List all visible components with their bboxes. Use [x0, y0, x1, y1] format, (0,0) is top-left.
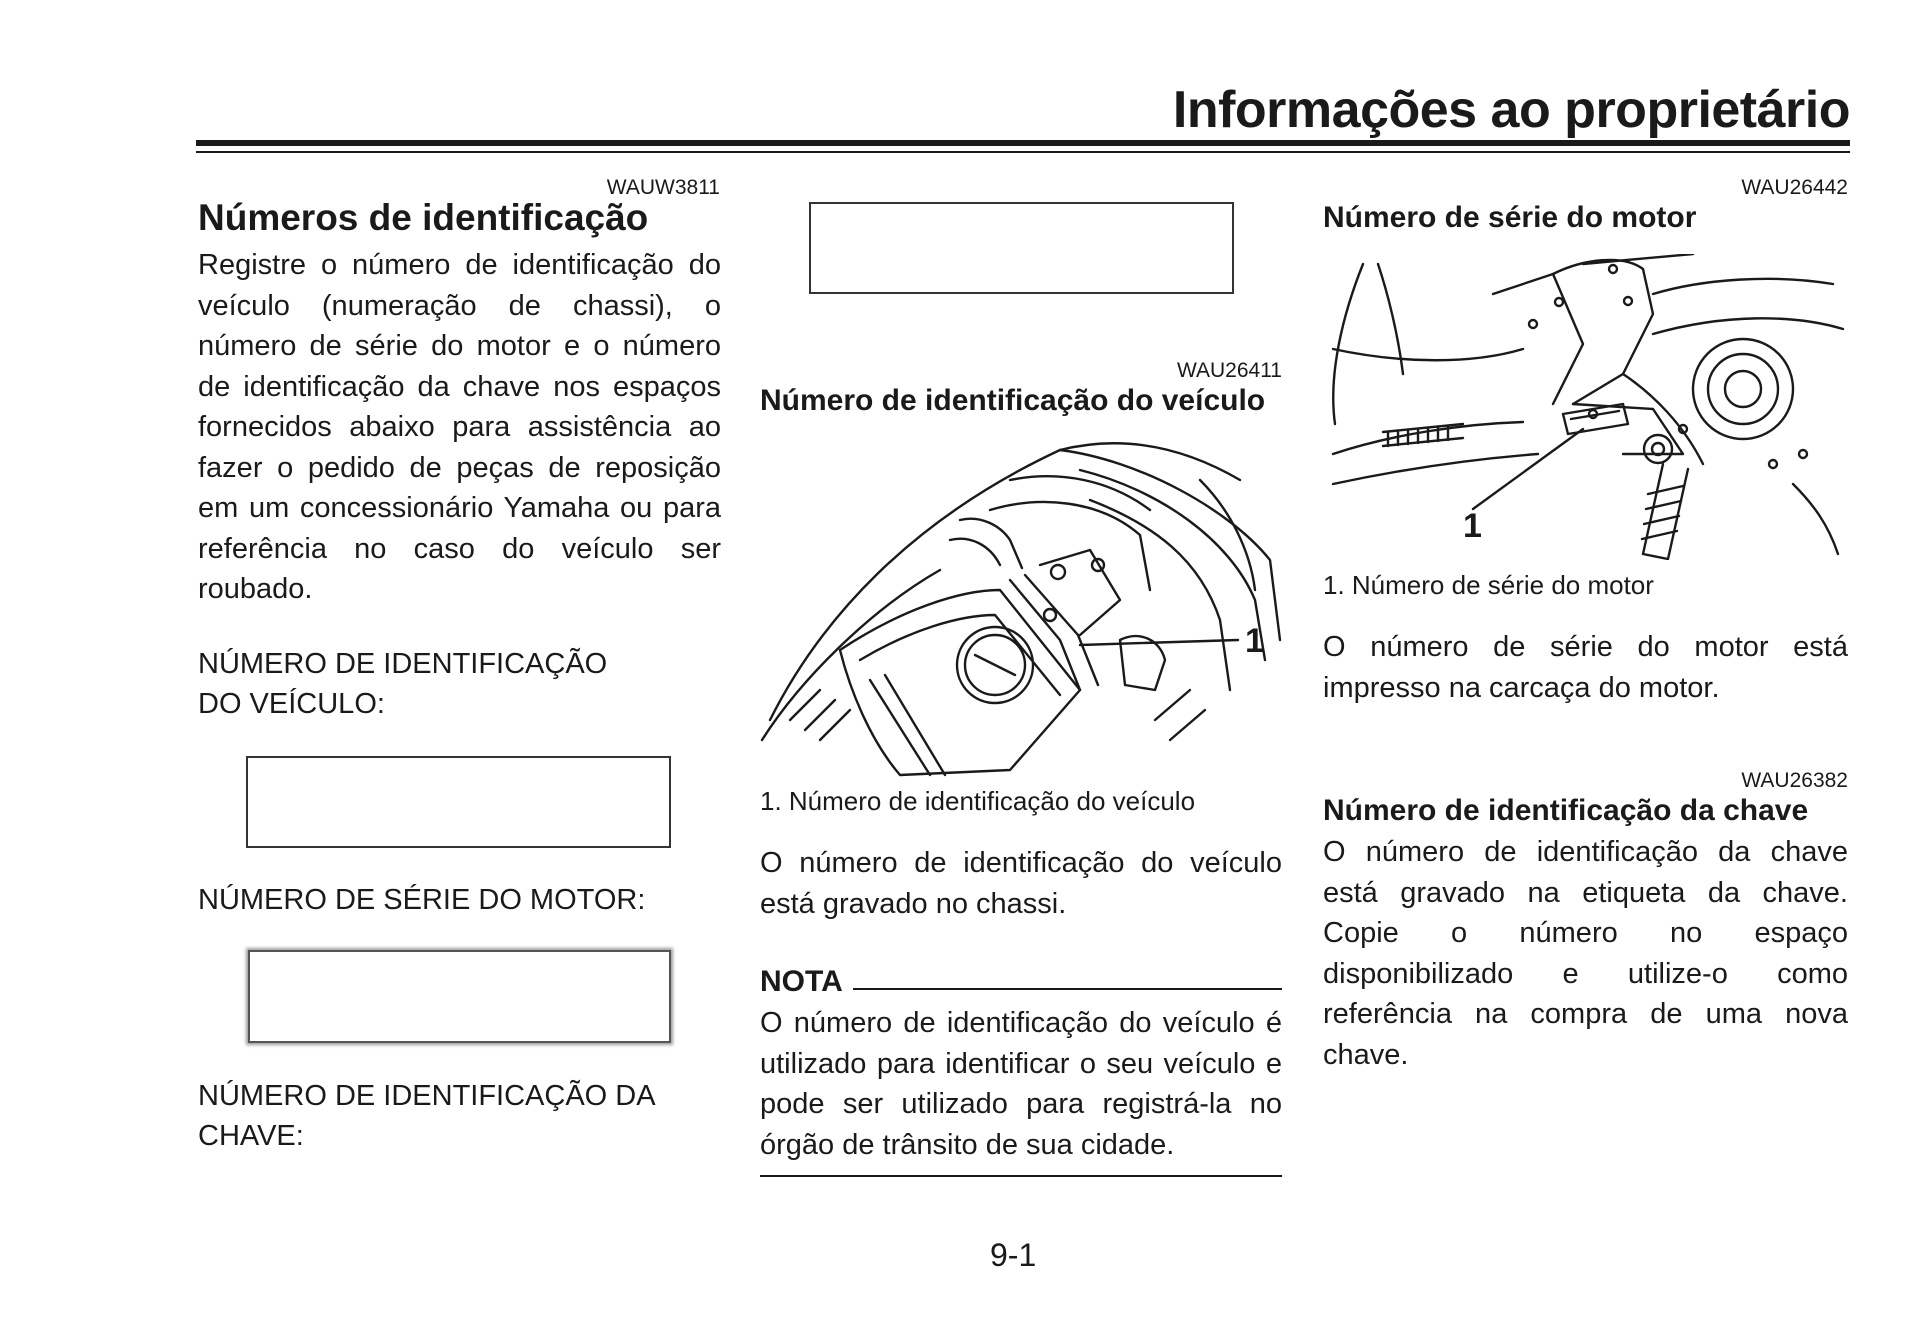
section-code: WAU26411: [1176, 359, 1282, 382]
section-heading: Número de identificação do veículo: [760, 384, 1266, 417]
header-rule-thin: [196, 151, 1850, 153]
engine-serial-illustration: [1323, 254, 1848, 560]
section-heading: Número de identificação da chave: [1323, 794, 1809, 827]
key-id-paragraph: O número de identificação da chave está gravado na etiqueta da chave. Copie o número no espaço disponibilizado e utilize-o como referência na compra de uma nova chave.: [1323, 836, 1848, 1071]
section-code: WAU26382: [1741, 769, 1848, 792]
figure-caption: 1. Número de série do motor: [1323, 570, 1654, 600]
figure-caption: 1. Número de identificação do veículo: [760, 786, 1196, 816]
note-paragraph: O número de identificação do veículo é utilizado para identificar o seu veículo e pode ser utilizado para registrá-la no órgão de trânsito de sua cidade.: [760, 1007, 1282, 1161]
header-rule-thick: [196, 140, 1850, 146]
intro-paragraph: Registre o número de identificação do veículo (numeração de chassi), o número de série do motor e o número de identificação da chave nos espaços fornecidos abaixo para assistência ao fazer o pedido de peças de reposição em um concessionário Yamaha ou para referência no caso do veículo ser roubado.: [198, 249, 721, 605]
engine-serial-paragraph: O número de série do motor está impresso na carcaça do motor.: [1323, 631, 1848, 704]
note-title: NOTA: [760, 965, 843, 998]
callout-number: 1: [1245, 622, 1264, 660]
section-heading: Número de série do motor: [1323, 201, 1697, 234]
section-code: WAU26442: [1741, 176, 1848, 199]
engine-serial-entry-box: [248, 950, 671, 1043]
page-number: 9-1: [990, 1237, 1037, 1273]
key-id-entry-box: [809, 202, 1234, 294]
vin-location-illustration: [760, 440, 1290, 780]
note-top-rule: [853, 988, 1282, 990]
vin-paragraph: O número de identificação do veículo está gravado no chassi.: [760, 847, 1282, 920]
vin-entry-box: [246, 756, 671, 848]
vin-label: NÚMERO DE IDENTIFICAÇÃO DO VEÍCULO:: [198, 648, 608, 720]
note-bottom-rule: [760, 1175, 1282, 1177]
section-heading: Números de identificação: [198, 197, 649, 238]
section-code: WAUW3811: [606, 176, 720, 199]
key-id-label: NÚMERO DE IDENTIFICAÇÃO DA CHAVE:: [198, 1080, 654, 1152]
callout-number: 1: [1463, 507, 1482, 545]
engine-serial-label: NÚMERO DE SÉRIE DO MOTOR:: [198, 884, 646, 916]
page-title: Informações ao proprietário: [1172, 81, 1850, 139]
